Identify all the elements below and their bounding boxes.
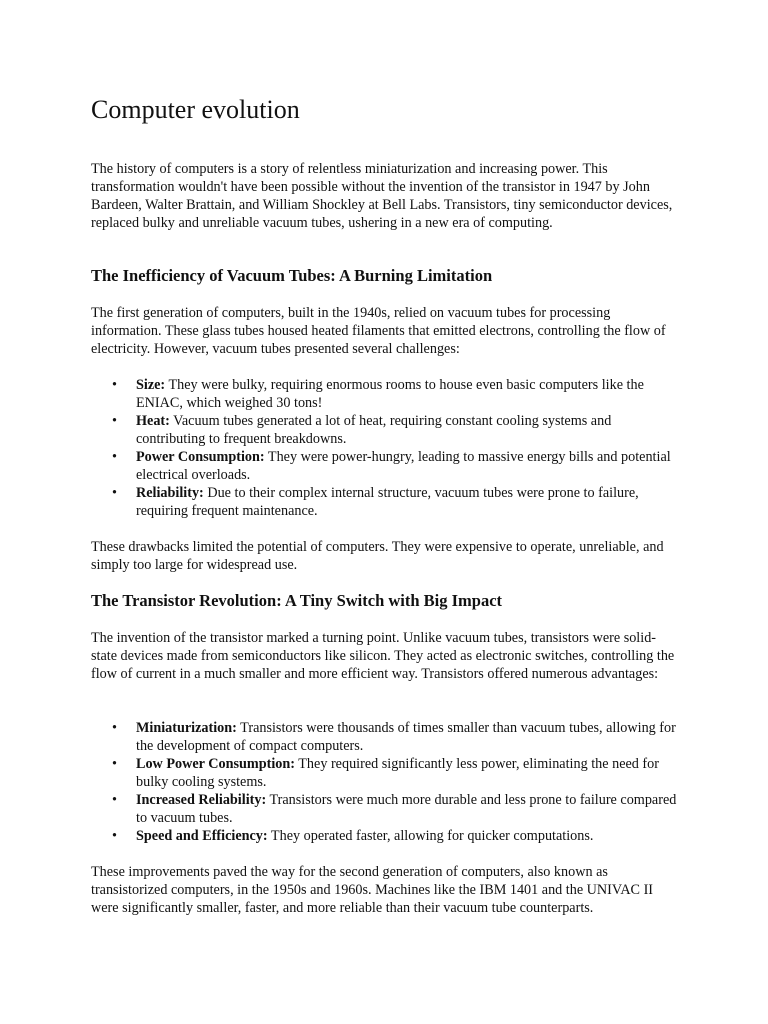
list-item-term: Speed and Efficiency:: [136, 828, 268, 844]
vacuum-tubes-challenges-list: [91, 376, 681, 520]
section-heading-vacuum-tubes: The Inefficiency of Vacuum Tubes: A Burning Limitation: [91, 266, 493, 285]
intro-paragraph: The history of computers is a story of relentless miniaturization and increasing power. This transformation wouldn't have been possible without the invention of the transistor in 1947 by John Bardeen, Walter Brattain, and William Shockley at Bell Labs. Transistors, tiny semiconductor devices, replaced bulky and unreliable vacuum tubes, ushering in a new era of computing.: [91, 161, 673, 231]
list-item: [91, 376, 681, 412]
document-title: Computer evolution: [91, 95, 300, 124]
list-item: [91, 755, 681, 791]
list-item: [91, 484, 681, 520]
bullet-icon: •: [112, 792, 117, 808]
list-item-text: Due to their complex internal structure, vacuum tubes were prone to failure, requiring frequent maintenance.: [136, 485, 639, 519]
vacuum-tubes-conclusion: These drawbacks limited the potential of computers. They were expensive to operate, unreliable, and simply too large for widespread use.: [91, 539, 664, 573]
section-heading-transistor-revolution: The Transistor Revolution: A Tiny Switch with Big Impact: [91, 591, 503, 610]
list-item-text: Vacuum tubes generated a lot of heat, requiring constant cooling systems and contributing to frequent breakdowns.: [136, 413, 612, 447]
bullet-icon: •: [112, 828, 117, 844]
list-item-term: Power Consumption:: [136, 449, 265, 465]
bullet-icon: •: [112, 720, 117, 736]
list-item-text: They operated faster, allowing for quicker computations.: [267, 828, 594, 844]
list-item-term: Heat:: [136, 413, 170, 429]
bullet-icon: •: [112, 756, 117, 772]
list-item: [91, 791, 681, 827]
list-item: [91, 827, 681, 845]
transistor-paragraph: The invention of the transistor marked a turning point. Unlike vacuum tubes, transistors were solid-state devices made from semiconductors like silicon. They acted as electronic switches, controlling the flow of current in a much smaller and more efficient way. Transistors offered numerous advantages:: [91, 630, 675, 682]
list-item-text: They were bulky, requiring enormous rooms to house even basic computers like the ENIAC, which weighed 30 tons!: [136, 377, 644, 411]
list-item-term: Miniaturization:: [136, 720, 237, 736]
bullet-icon: •: [112, 449, 117, 465]
list-item-term: Size:: [136, 377, 166, 393]
list-item-text: Transistors were much more durable and less prone to failure compared to vacuum tubes.: [136, 792, 677, 826]
transistor-advantages-list: [91, 719, 681, 845]
bullet-icon: •: [112, 413, 117, 429]
list-item-term: Low Power Consumption:: [136, 756, 295, 772]
list-item-text: Transistors were thousands of times smaller than vacuum tubes, allowing for the development of compact computers.: [136, 720, 676, 754]
list-item: [91, 412, 681, 448]
list-item: [91, 448, 681, 484]
bullet-icon: •: [112, 377, 117, 393]
list-item-term: Reliability:: [136, 485, 204, 501]
vacuum-tubes-paragraph: The first generation of computers, built in the 1940s, relied on vacuum tubes for processing information. These glass tubes housed heated filaments that emitted electrons, controlling the flow of electricity. However, vacuum tubes presented several challenges:: [91, 305, 666, 357]
list-item-text: They were power-hungry, leading to massive energy bills and potential electrical overloads.: [136, 449, 671, 483]
bullet-icon: •: [112, 485, 117, 501]
list-item-text: They required significantly less power, eliminating the need for bulky cooling systems.: [136, 756, 659, 790]
transistor-conclusion: These improvements paved the way for the second generation of computers, also known as transistorized computers, in the 1950s and 1960s. Machines like the IBM 1401 and the UNIVAC II were significantly smaller, faster, and more reliable than their vacuum tube counterparts.: [91, 864, 654, 916]
list-item: [91, 719, 681, 755]
list-item-term: Increased Reliability:: [136, 792, 267, 808]
